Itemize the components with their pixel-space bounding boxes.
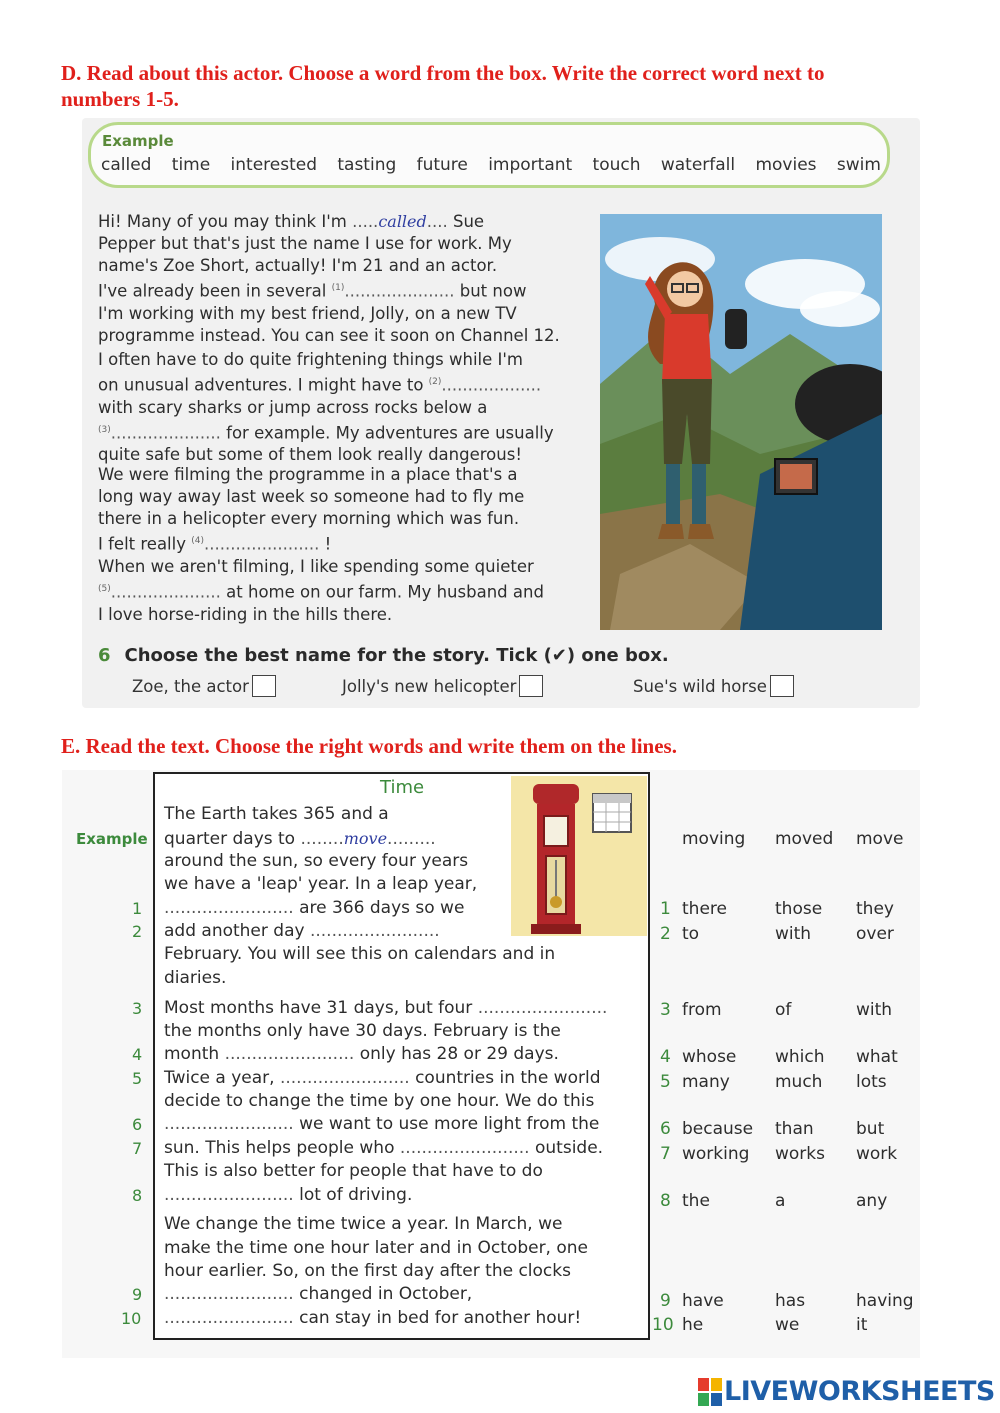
word-box-item: swim xyxy=(836,155,881,175)
option-word[interactable]: much xyxy=(775,1072,823,1092)
option-word[interactable]: it xyxy=(856,1315,868,1335)
answer-blank-5[interactable]: ..................... xyxy=(110,582,221,602)
text-line: We change the time twice a year. In March, we xyxy=(164,1214,563,1234)
section-e-heading: E. Read the text. Choose the right words and write them on the lines. xyxy=(61,734,677,758)
text-line: ........................ are 366 days so we xyxy=(164,898,465,918)
option-word[interactable]: he xyxy=(682,1315,704,1335)
text-line: ........................ lot of driving. xyxy=(164,1185,413,1205)
option-word[interactable]: they xyxy=(856,899,894,919)
answer-blank-e7[interactable]: ........................ xyxy=(399,1138,530,1158)
text-line: decide to change the time by one hour. We do this xyxy=(164,1091,595,1111)
option-word[interactable]: any xyxy=(856,1191,888,1211)
text-line: the months only have 30 days. February is the xyxy=(164,1021,561,1041)
word-box-item: touch xyxy=(592,155,641,175)
text-line: The Earth takes 365 and a xyxy=(164,804,389,824)
paragraph-1: Hi! Many of you may think I'm .....called.... Sue Pepper but that's just the name I use for work. My name's Zoe Short, actually! I'm 21 and an actor. I've already been in several $^{(1)}$..................... but now I'm working with my best friend, Jolly, on a new TV programme instead. You can see it soon on Channel 12. xyxy=(98,212,560,345)
logo-text: LIVEWORKSHEETS xyxy=(724,1376,995,1407)
option-word[interactable]: has xyxy=(775,1291,806,1311)
option-word[interactable]: from xyxy=(682,1000,722,1020)
option-row-example xyxy=(660,829,920,853)
option-word[interactable]: whose xyxy=(682,1047,737,1067)
text-line: make the time one hour later and in October, one xyxy=(164,1238,588,1258)
answer-blank-4[interactable]: ...................... xyxy=(204,534,320,554)
line-number: 5 xyxy=(132,1069,143,1088)
option-row-1: 1 there those they xyxy=(660,899,894,919)
answer-blank-e9[interactable]: ........................ xyxy=(164,1284,294,1304)
text-line: ........................ can stay in bed for another hour! xyxy=(164,1308,582,1328)
line-number: 2 xyxy=(132,922,143,941)
example-answer-e: move xyxy=(343,829,388,848)
line-number: 1 xyxy=(132,899,143,918)
option-word[interactable]: we xyxy=(775,1315,800,1335)
answer-blank-2[interactable]: ................... xyxy=(441,375,542,395)
line-number: 4 xyxy=(132,1045,143,1064)
text-line: Most months have 31 days, but four ........................ xyxy=(164,998,608,1018)
option-word[interactable]: what xyxy=(856,1047,898,1067)
option-row-8: 8 the a any xyxy=(660,1191,888,1211)
word-box-item: future xyxy=(416,155,468,175)
text-line: ........................ we want to use more light from the xyxy=(164,1114,600,1134)
option-word[interactable]: have xyxy=(682,1291,724,1311)
text-title: Time xyxy=(380,777,425,798)
option-word[interactable]: of xyxy=(775,1000,792,1020)
option-word[interactable]: because xyxy=(682,1119,754,1139)
text-line: This is also better for people that have to do xyxy=(164,1161,543,1181)
word-box-item: called xyxy=(101,155,152,175)
tick-box-1[interactable] xyxy=(252,675,276,697)
option-row-7: 7 working works work xyxy=(660,1144,898,1164)
answer-blank-e8[interactable]: ........................ xyxy=(164,1185,294,1205)
line-number: 8 xyxy=(132,1186,143,1205)
question-6: 6 Choose the best name for the story. Tick (✔) one box. xyxy=(98,645,669,666)
word-box-item: time xyxy=(171,155,211,175)
answer-blank-e6[interactable]: ........................ xyxy=(164,1114,294,1134)
option-row-5: 5 many much lots xyxy=(660,1072,887,1092)
option-word[interactable]: there xyxy=(682,899,727,919)
line-number: 6 xyxy=(132,1115,143,1134)
option-word[interactable]: over xyxy=(856,924,894,944)
option-word[interactable]: many xyxy=(682,1072,730,1092)
answer-blank-e5[interactable]: ........................ xyxy=(279,1068,410,1088)
answer-blank-e3[interactable]: ........................ xyxy=(477,998,608,1018)
word-box-item: waterfall xyxy=(660,155,736,175)
text-line: we have a 'leap' year. In a leap year, xyxy=(164,874,478,894)
option-row-10: 10 he we it xyxy=(652,1315,868,1335)
word-box-item: important xyxy=(488,155,573,175)
liveworksheets-logo[interactable] xyxy=(698,1376,995,1407)
option-row-9: 9 have has having xyxy=(660,1291,914,1311)
word-box-item: interested xyxy=(230,155,318,175)
option-row-6: 6 because than but xyxy=(660,1119,885,1139)
paragraph-4: When we aren't filming, I like spending some quieter $^{(5)}$..................... at home on our farm. My husband and I love horse-riding in the hills there. xyxy=(98,557,544,624)
option-word[interactable]: moving xyxy=(682,829,746,849)
text-line: hour earlier. So, on the first day after the clocks xyxy=(164,1261,571,1281)
text-line: add another day ........................ xyxy=(164,921,440,941)
line-number: 9 xyxy=(132,1285,143,1304)
section-d-heading: D. Read about this actor. Choose a word from the box. Write the correct word next to numbers 1-5. xyxy=(61,61,825,111)
option-word[interactable]: those xyxy=(775,899,823,919)
option-word[interactable]: work xyxy=(856,1144,898,1164)
option-word[interactable]: having xyxy=(856,1291,914,1311)
paragraph-3: We were filming the programme in a place that's a long way away last week so someone had to fly me there in a helicopter every morning which was fun. I felt really $^{(4)}$...................... ! xyxy=(98,465,525,554)
text-line: month ........................ only has 28 or 29 days. xyxy=(164,1044,559,1064)
option-word[interactable]: but xyxy=(856,1119,885,1139)
option-word[interactable]: works xyxy=(775,1144,825,1164)
option-jollys-helicopter: Jolly's new helicopter xyxy=(342,675,543,697)
option-word[interactable]: than xyxy=(775,1119,814,1139)
option-word[interactable]: lots xyxy=(856,1072,887,1092)
logo-mark-icon xyxy=(698,1378,722,1406)
option-row-4: 4 whose which what xyxy=(660,1047,898,1067)
text-line: around the sun, so every four years xyxy=(164,851,469,871)
answer-blank-e2[interactable]: ........................ xyxy=(309,921,440,941)
paragraph-2: I often have to do quite frightening things while I'm on unusual adventures. I might have to $^{(2)}$................... with scary sharks or jump across rocks below a $^{(3)}$..................... for example. My adventures are usually quite safe but some of them look really dangerous! xyxy=(98,350,554,464)
option-word[interactable]: moved xyxy=(775,829,834,849)
text-line: sun. This helps people who ........................ outside. xyxy=(164,1138,604,1158)
text-line: diaries. xyxy=(164,968,227,988)
word-box xyxy=(101,155,881,175)
answer-blank-e10[interactable]: ........................ xyxy=(164,1308,294,1328)
option-word[interactable]: with xyxy=(856,1000,893,1020)
text-line: quarter days to ........move......... xyxy=(164,829,436,849)
actor-illustration xyxy=(600,214,882,630)
tick-box-2[interactable] xyxy=(519,675,543,697)
line-number: 7 xyxy=(132,1139,143,1158)
example-label: Example xyxy=(102,132,174,150)
option-row-2: 2 to with over xyxy=(660,924,894,944)
text-line: February. You will see this on calendars and in xyxy=(164,944,556,964)
answer-blank-1[interactable]: ..................... xyxy=(344,281,455,301)
answer-blank-3[interactable]: ..................... xyxy=(110,423,221,442)
grandfather-clock-illustration xyxy=(511,776,647,936)
option-word[interactable]: working xyxy=(682,1144,750,1164)
example-label-e: Example xyxy=(76,830,148,848)
line-number: 10 xyxy=(121,1309,142,1328)
line-number: 3 xyxy=(132,999,143,1018)
option-word[interactable]: move xyxy=(856,829,904,849)
text-line: ........................ changed in October, xyxy=(164,1284,473,1304)
option-word[interactable]: with xyxy=(775,924,812,944)
tick-box-3[interactable] xyxy=(770,675,794,697)
answer-blank-e4[interactable]: ........................ xyxy=(224,1044,355,1064)
option-word[interactable]: a xyxy=(775,1191,786,1211)
option-word[interactable]: the xyxy=(682,1191,710,1211)
word-box-item: movies xyxy=(755,155,817,175)
text-line: Twice a year, ........................ countries in the world xyxy=(164,1068,601,1088)
answer-blank-e1[interactable]: ........................ xyxy=(164,898,294,918)
option-sues-wild-horse: Sue's wild horse xyxy=(633,675,794,697)
word-box-item: tasting xyxy=(337,155,397,175)
option-row-3: 3 from of with xyxy=(660,1000,893,1020)
example-answer: called xyxy=(378,212,427,231)
option-zoe-the-actor: Zoe, the actor xyxy=(132,675,276,697)
option-word[interactable]: which xyxy=(775,1047,825,1067)
option-word[interactable]: to xyxy=(682,924,700,944)
